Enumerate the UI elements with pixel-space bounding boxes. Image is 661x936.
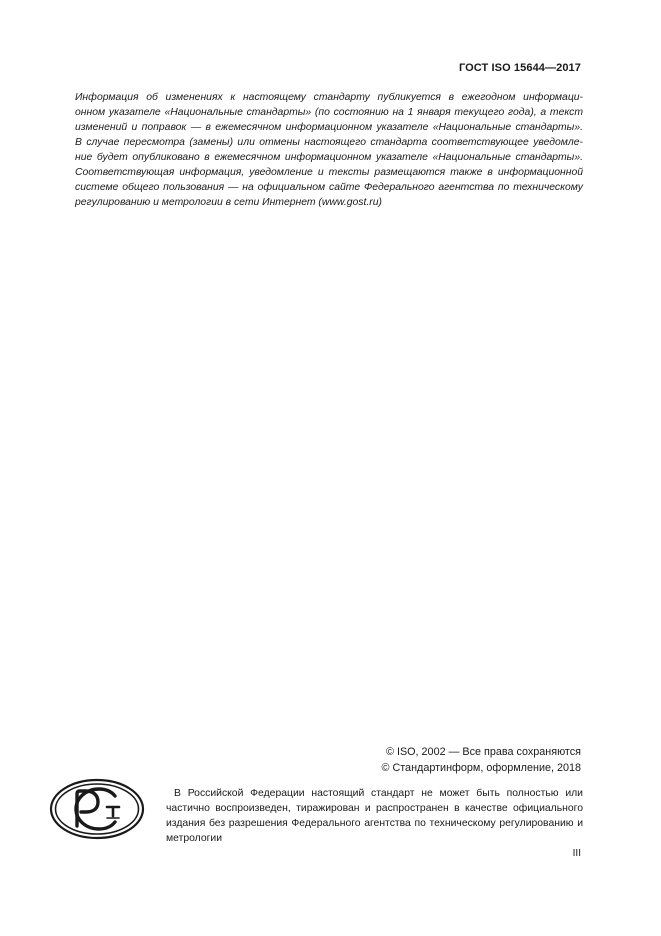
rights-line: издания без разрешения Федерального агентства по техническому регулированию и [166,818,583,829]
notice-line: регулированию и метрологии в сети Интернет (www.gost.ru) [75,197,382,208]
rights-line: частично воспроизведен, тиражирован и распространен в качестве официального [166,803,583,814]
page-number: III [572,848,581,859]
notice-line: В случае пересмотра (замены) или отмены настоящего стандарта соответствующее уведомле- [75,137,583,148]
standard-designation: ГОСТ ISO 15644—2017 [458,62,581,74]
notice-line: Соответствующая информация, уведомление и тексты размещаются также в информационной [75,167,583,178]
rights-line: метрологии [166,833,223,844]
notice-line: онном указателе «Национальные стандарты» (по состоянию на 1 января текущего года), а текст [75,107,583,118]
rights-line: В Российской Федерации настоящий стандарт не может быть полностью или [174,788,583,799]
amendments-notice [75,90,583,210]
notice-line: ние будет опубликовано в ежемесячном информационном указателе «Национальные стандарты». [75,152,583,163]
iso-copyright: © ISO, 2002 — Все права сохраняются [386,746,581,758]
copyright-block [381,744,581,776]
notice-line: системе общего пользования — на официальном сайте Федерального агентства по техническому [75,182,583,193]
notice-line: Информация об изменениях к настоящему стандарту публикуется в ежегодном информаци- [75,92,583,103]
standartinform-copyright: © Стандартинформ, оформление, 2018 [381,762,581,774]
notice-line: изменений и поправок — в ежемесячном информационном указателе «Национальные стандарты». [75,122,583,133]
gost-r-certification-mark-icon [49,778,145,840]
reproduction-rights-notice [166,786,583,846]
